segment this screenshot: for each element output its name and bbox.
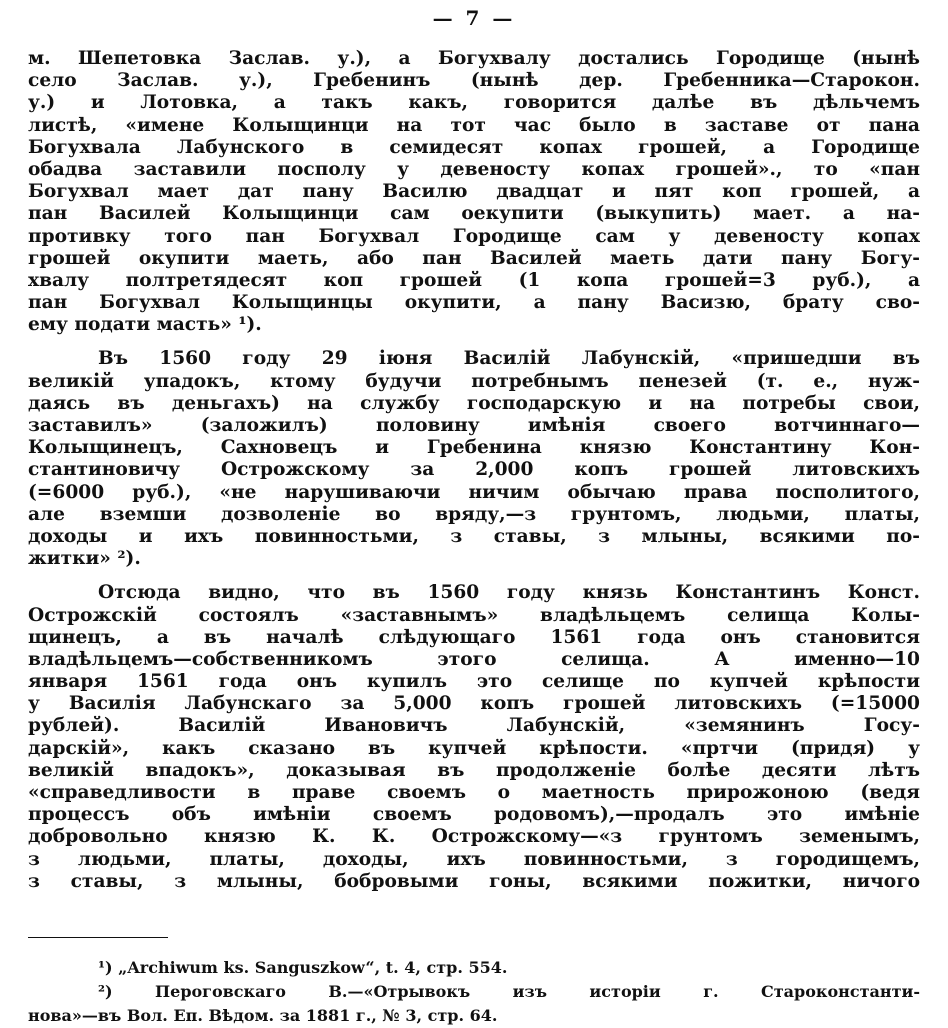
text-line: ему подати масть» ¹). [28,314,262,336]
text-line: м. Шепетовка Заслав. у.), а Богухвалу достались Городище (нынѣ [28,48,920,69]
text-line: у.) и Лотовка, а такъ какъ, говорится далѣе въ дѣльчемъ [28,92,920,114]
text-line: противку того пан Богухвал Городище сам у девеносту копах [28,225,920,247]
text-line: дарскій», какъ сказано въ купчей крѣпости. «пртчи (придя) у [28,737,920,759]
text-line: (=6000 руб.), «не нарушиваючи ничим обычаю права посполитого, [28,481,920,503]
text-line: даясь въ деньгахъ) на службу господарскую и на потребы свои, [28,392,920,414]
text-line: Острожскій состоялъ «заставнымъ» владѣльцемъ селища Колы- [28,604,920,626]
text-line: житки» ²). [28,548,141,570]
text-line: обадва заставили посполу у девеносту копах грошей»., то «пан [28,158,920,180]
text-line: щинецъ, а въ началѣ слѣдующаго 1561 года онъ становится [28,626,920,648]
text-line: владѣльцемъ—собственникомъ этого селища. А именно—10 [28,648,920,670]
text-line: доходы и ихъ повинностьми, з ставы, з млыны, всякими по- [28,525,920,547]
page-number: — 7 — [432,6,516,30]
footnote-2: ²) Пероговскаго В.—«Отрывокъ изъ исторіи г. Староконстанти- [98,982,920,1001]
text-line: заставилъ» (заложилъ) половину имѣнія своего вотчиннаго— [28,415,920,436]
footnote-2-continuation: нова»—въ Вол. Еп. Вѣдом. за 1881 г., № 3, стр. 64. [28,1006,498,1025]
text-line: село Заслав. у.), Гребенинъ (нынѣ дер. Гребенника—Старокон. [28,70,920,92]
text-line: Богухвал мает дат пану Василю двадцат и пят коп грошей, а [28,181,920,203]
text-line: Въ 1560 году 29 іюня Василій Лабунскій, «пришедши въ [98,348,920,370]
text-line: великій впадокъ», доказывая въ продолженіе болѣе десяти лѣтъ [28,759,920,781]
text-line: процессъ объ имѣніи своемъ родовомъ),—продалъ это имѣніе [28,804,920,826]
text-line: «справедливости в праве своемъ о маетность прирожоною (ведя [28,782,920,803]
footnote-1: ¹) „Archiwum ks. Sanguszkow“, t. 4, стр. 554. [98,958,508,977]
text-line: великій упадокъ, ктому будучи потребнымъ пенезей (т. е., нуж- [28,370,920,392]
text-line: стантиновичу Острожскому за 2,000 копъ грошей литовскихъ [28,459,920,481]
text-line: з людьми, платы, доходы, ихъ повинностьми, з городищемъ, [28,848,920,870]
text-line: Богухвала Лабунского в семидесят копах грошей, а Городище [28,136,920,158]
paragraph-3 [28,582,920,893]
text-line: Колыщинецъ, Сахновецъ и Гребенина князю Константину Кон- [28,437,920,459]
text-line: января 1561 года онъ купилъ это селище по купчей крѣпости [28,671,920,693]
text-line: грошей окупити маеть, або пан Василей маеть дати пану Богу- [28,247,920,269]
text-line: пан Богухвал Колыщинцы окупити, а пану Васизю, брату сво- [28,292,920,314]
text-line: листѣ, «имене Колыщинци на тот час было в заставе от пана [28,114,920,136]
text-line: з ставы, з млыны, бобровыми гоны, всякими пожитки, ничого [28,870,920,892]
paragraph-2 [28,348,920,570]
main-text [28,48,920,893]
paragraph-1 [28,48,920,336]
text-line: але вземши дозволеніе во вряду,—з грунтомъ, людьми, платы, [28,503,920,525]
text-line: рублей). Василій Ивановичъ Лабунскій, «земянинъ Госу- [28,715,920,737]
text-line: хвалу полтретядесят коп грошей (1 копа грошей=3 руб.), а [28,269,920,291]
text-line: Отсюда видно, что въ 1560 году князь Константинъ Конст. [98,582,920,604]
text-line: у Василія Лабунскаго за 5,000 копъ грошей литовскихъ (=15000 [28,693,920,715]
text-line: добровольно князю К. К. Острожскому—«з грунтомъ земенымъ, [28,826,920,848]
footnotes [28,956,920,1028]
text-line: пан Василей Колыщинци сам оекупити (выкупить) мает. а на- [28,203,920,225]
footnote-divider [28,937,168,938]
